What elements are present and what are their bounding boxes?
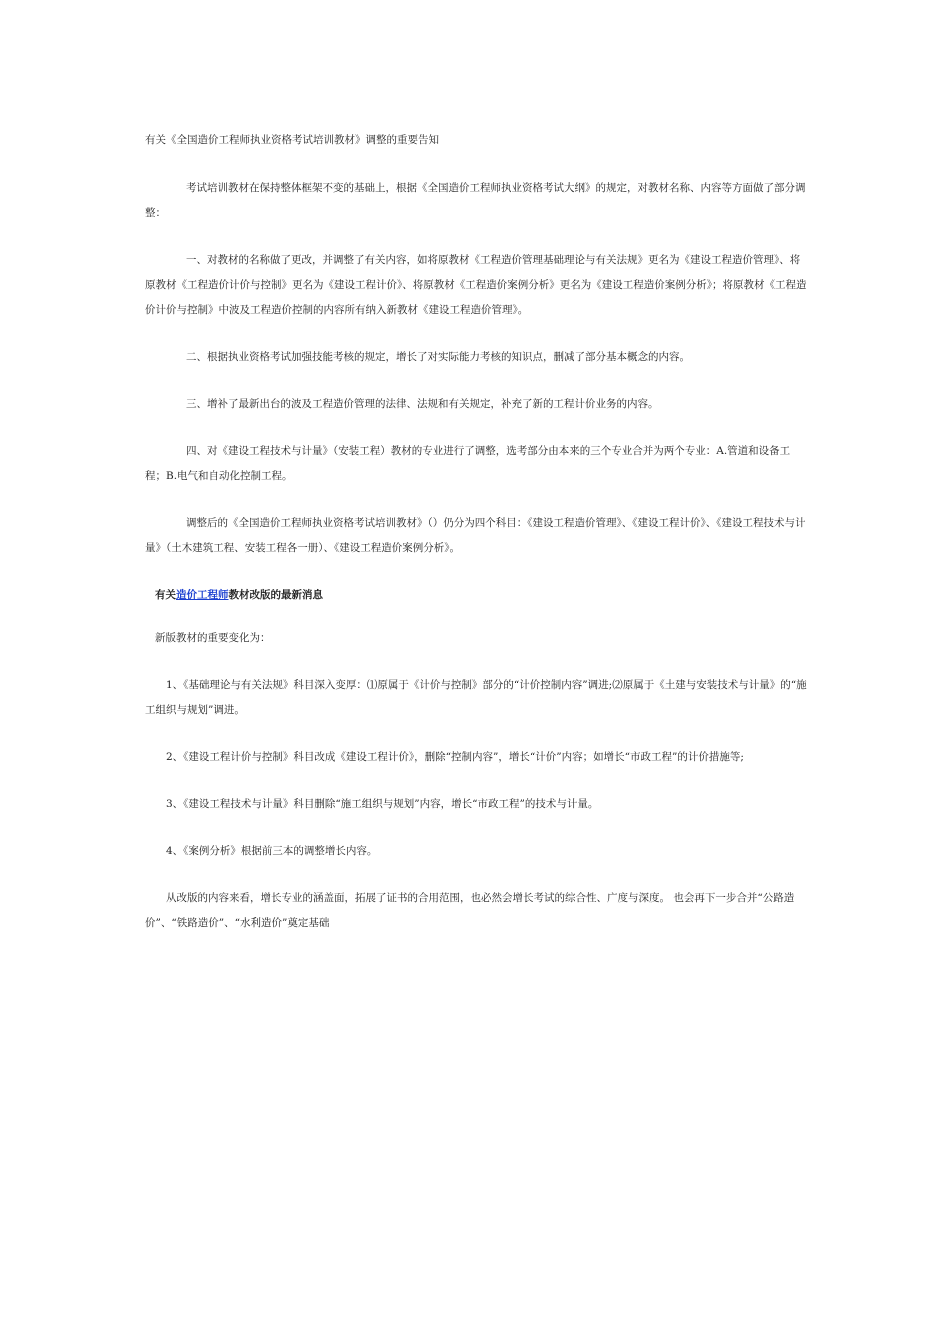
news-item-3: 3、《建设工程技术与计量》科目删除“施工组织与规划”内容，增长“市政工程”的技术与计量。 — [166, 798, 599, 810]
news-heading — [145, 583, 807, 608]
notice-title: 有关《全国造价工程师执业资格考试培训教材》调整的重要告知 — [145, 134, 439, 146]
notice-item-3: 三、增补了最新出台的波及工程造价管理的法律、法规和有关规定，补充了新的工程计价业务的内容。 — [186, 398, 659, 410]
news-item-2: 2、《建设工程计价与控制》科目改成《建设工程计价》，删除“控制内容”，增长“计价”内容；如增长“市政工程”的计价措施等; — [166, 751, 744, 763]
notice-intro: 考试培训教材在保持整体框架不变的基础上，根据《全国造价工程师执业资格考试大纲》的规定，对教材名称、内容等方面做了部分调整： — [145, 182, 806, 219]
news-heading-prefix: 有关 — [155, 589, 176, 601]
news-lead: 新版教材的重要变化为： — [155, 632, 271, 644]
notice-item-4: 四、对《建设工程技术与计量》（安装工程）教材的专业进行了调整，选考部分由本来的三个专业合并为两个专业：A.管道和设备工程；B.电气和自动化控制工程。 — [145, 445, 791, 482]
news-item-4: 4、《案例分析》根据前三本的调整增长内容。 — [166, 845, 378, 857]
notice-item-2: 二、根据执业资格考试加强技能考核的规定，增长了对实际能力考核的知识点，删减了部分基本概念的内容。 — [186, 351, 690, 363]
notice-summary: 调整后的《全国造价工程师执业资格考试培训教材》（）仍分为四个科目：《建设工程造价管理》、《建设工程计价》、《建设工程技术与计量》（土木建筑工程、安装工程各一册）、《建设工程造价案例分析》。 — [145, 517, 806, 554]
news-conclusion: 从改版的内容来看，增长专业的涵盖面，拓展了证书的合用范围，也必然会增长考试的综合性、广度与深度。 也会再下一步合并“公路造价”、“铁路造价”、“水利造价”奠定基础 — [145, 892, 795, 929]
news-heading-link[interactable]: 造价工程师 — [176, 589, 229, 601]
news-heading-suffix: 教材改版的最新消息 — [228, 589, 323, 601]
document-body — [145, 128, 807, 936]
notice-item-1: 一、对教材的名称做了更改，并调整了有关内容，如将原教材《工程造价管理基础理论与有关法规》更名为《建设工程造价管理》、将原教材《工程造价计价与控制》更名为《建设工程计价》、将原教材《工程造价案例分析》更名为《建设工程造价案例分析》；将原教材《工程造价计价与控制》中波及工程造价控制的内容所有纳入新教材《建设工程造价管理》。 — [145, 254, 807, 316]
news-item-1: 1、《基础理论与有关法规》科目深入变厚：⑴原属于《计价与控制》部分的“计价控制内容”调进;⑵原属于《土建与安装技术与计量》的“施工组织与规划”调进。 — [145, 679, 807, 716]
